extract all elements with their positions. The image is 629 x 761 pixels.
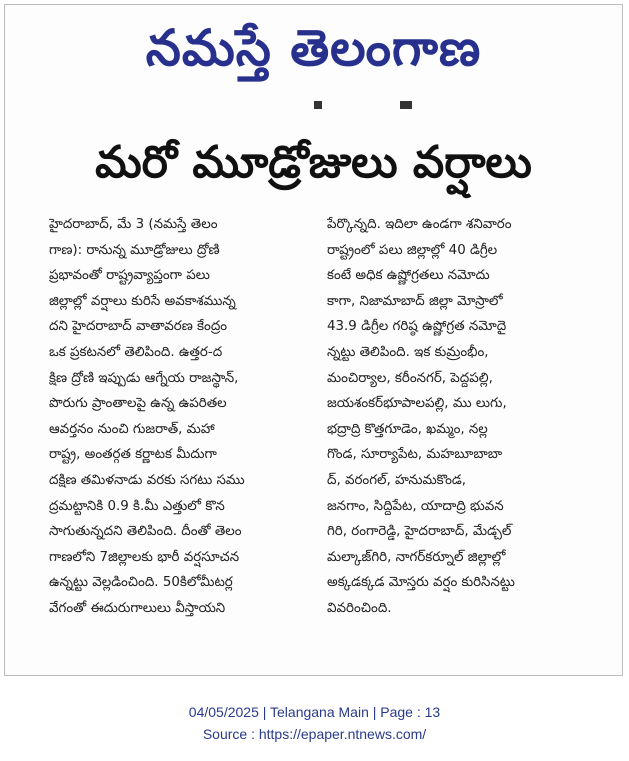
edition-info: 04/05/2025 | Telangana Main | Page : 13 xyxy=(188,704,441,720)
article-text-line: దక్షిణ తమిళనాడు వరకు సగటు సము xyxy=(49,472,245,488)
article-text-line: 43.9 డిగ్రీల గరిష్ఠ ఉష్ణోగ్రత నమోదై xyxy=(327,319,507,335)
article-text-line: కంటే అధిక ఉష్ణోగ్రతలు నమోదు xyxy=(327,268,490,284)
masthead-logo-text: నమస్తే తెలంగాణ xyxy=(145,19,482,77)
article-text-line: పేర్కొన్నది. ఇదిలా ఉండగా శనివారం xyxy=(327,217,512,232)
article-text-line: ప్రభావంతో రాష్ట్రవ్యాప్తంగా పలు xyxy=(49,268,210,284)
article-text-line: ద్, వరంగల్, హనుమకొండ, xyxy=(327,472,467,488)
article-text-line: గిరి, రంగారెడ్డి, హైదరాబాద్, మేడ్చల్ xyxy=(327,524,512,540)
article-text-line: గాణలోని 7జిల్లాలకు భారీ వర్షసూచన xyxy=(49,549,240,565)
article-text-line: గాణ): రానున్న మూడ్రోజులు ద్రోణి xyxy=(49,242,220,258)
article-text-line: ఒక ప్రకటనలో తెలిపింది. ఉత్తర-ద xyxy=(49,344,223,360)
article-text-line: పొరుగు ప్రాంతాలపై ఉన్న ఉపరితల xyxy=(49,396,227,412)
article-column-right xyxy=(327,212,601,622)
article-text-line: ద్రమట్టానికి 0.9 కి.మీ ఎత్తులో కొన xyxy=(49,498,225,514)
article-text-line: ఉన్నట్టు వెల్లడించింది. 50కిలోమీటర్ల xyxy=(49,575,233,591)
article-text-line: న్నట్టు తెలిపింది. ఇక కుమ్రంభీం, xyxy=(327,344,489,360)
rule-mark xyxy=(314,101,322,109)
article-text-line: క్షిణ ద్రోణి ఇప్పుడు ఆగ్నేయ రాజస్థాన్, xyxy=(49,370,239,386)
article-text-line: సాగుతున్నదని తెలిపింది. దీంతో తెలం xyxy=(49,524,242,540)
article-text-line: మంచిర్యాల, కరీంనగర్, పెద్దపల్లి, xyxy=(327,370,493,386)
article-text-line: జనగాం, సిద్దిపేట, యాదాద్రి భువన xyxy=(327,498,504,514)
article-text-line: అక్కడక్కడ మోస్తరు వర్షం కురిసినట్టు xyxy=(327,575,515,591)
article-text-line: జిల్లాల్లో వర్షాలు కురిసే అవకాశమున్న xyxy=(49,293,236,309)
masthead-logo xyxy=(5,11,622,85)
article-column-left xyxy=(49,212,323,622)
newspaper-clipping xyxy=(4,4,623,676)
article-headline: మరో మూడ్రోజులు వర్షాలు xyxy=(95,137,532,188)
article-text-line: వేగంతో ఈదురుగాలులు వీస్తాయని xyxy=(49,600,226,616)
article-text-line: కాగా, నిజామాబాద్ జిల్లా మోస్రాలో xyxy=(327,293,503,309)
article-text-line: రాష్ట్రంలో పలు జిల్లాల్లో 40 డిగ్రీల xyxy=(327,242,498,258)
article-text-line: మల్కాజ్‌గిరి, నాగర్‌కర్నూల్ జిల్లాల్లో xyxy=(327,549,506,565)
rule-mark xyxy=(400,101,408,109)
article-text-line: హైదరాబాద్, మే 3 (నమస్తే తెలం xyxy=(49,217,218,232)
article-text-line: దని హైదరాబాద్ వాతావరణ కేంద్రం xyxy=(49,319,228,335)
masthead-rule-marks xyxy=(5,101,622,111)
source-link[interactable]: Source : https://epaper.ntnews.com/ xyxy=(202,726,427,742)
article-text-line: భద్రాద్రి కొత్తగూడెం, ఖమ్మం, నల్ల xyxy=(327,421,488,437)
article-text-line: వివరించింది. xyxy=(327,600,392,616)
article-text-line: ఆవర్తనం నుంచి గుజరాత్, మహా xyxy=(49,421,215,437)
article-text-line: జయశంకర్‌భూపాలపల్లి, ము లుగు, xyxy=(327,396,507,412)
rule-mark xyxy=(408,101,412,109)
article-text-line: గొండ, సూర్యాపేట, మహబూబాబా xyxy=(327,447,503,463)
article-text-line: రాష్ట్ర, అంతర్గత కర్ణాటక మీదుగా xyxy=(49,447,217,463)
